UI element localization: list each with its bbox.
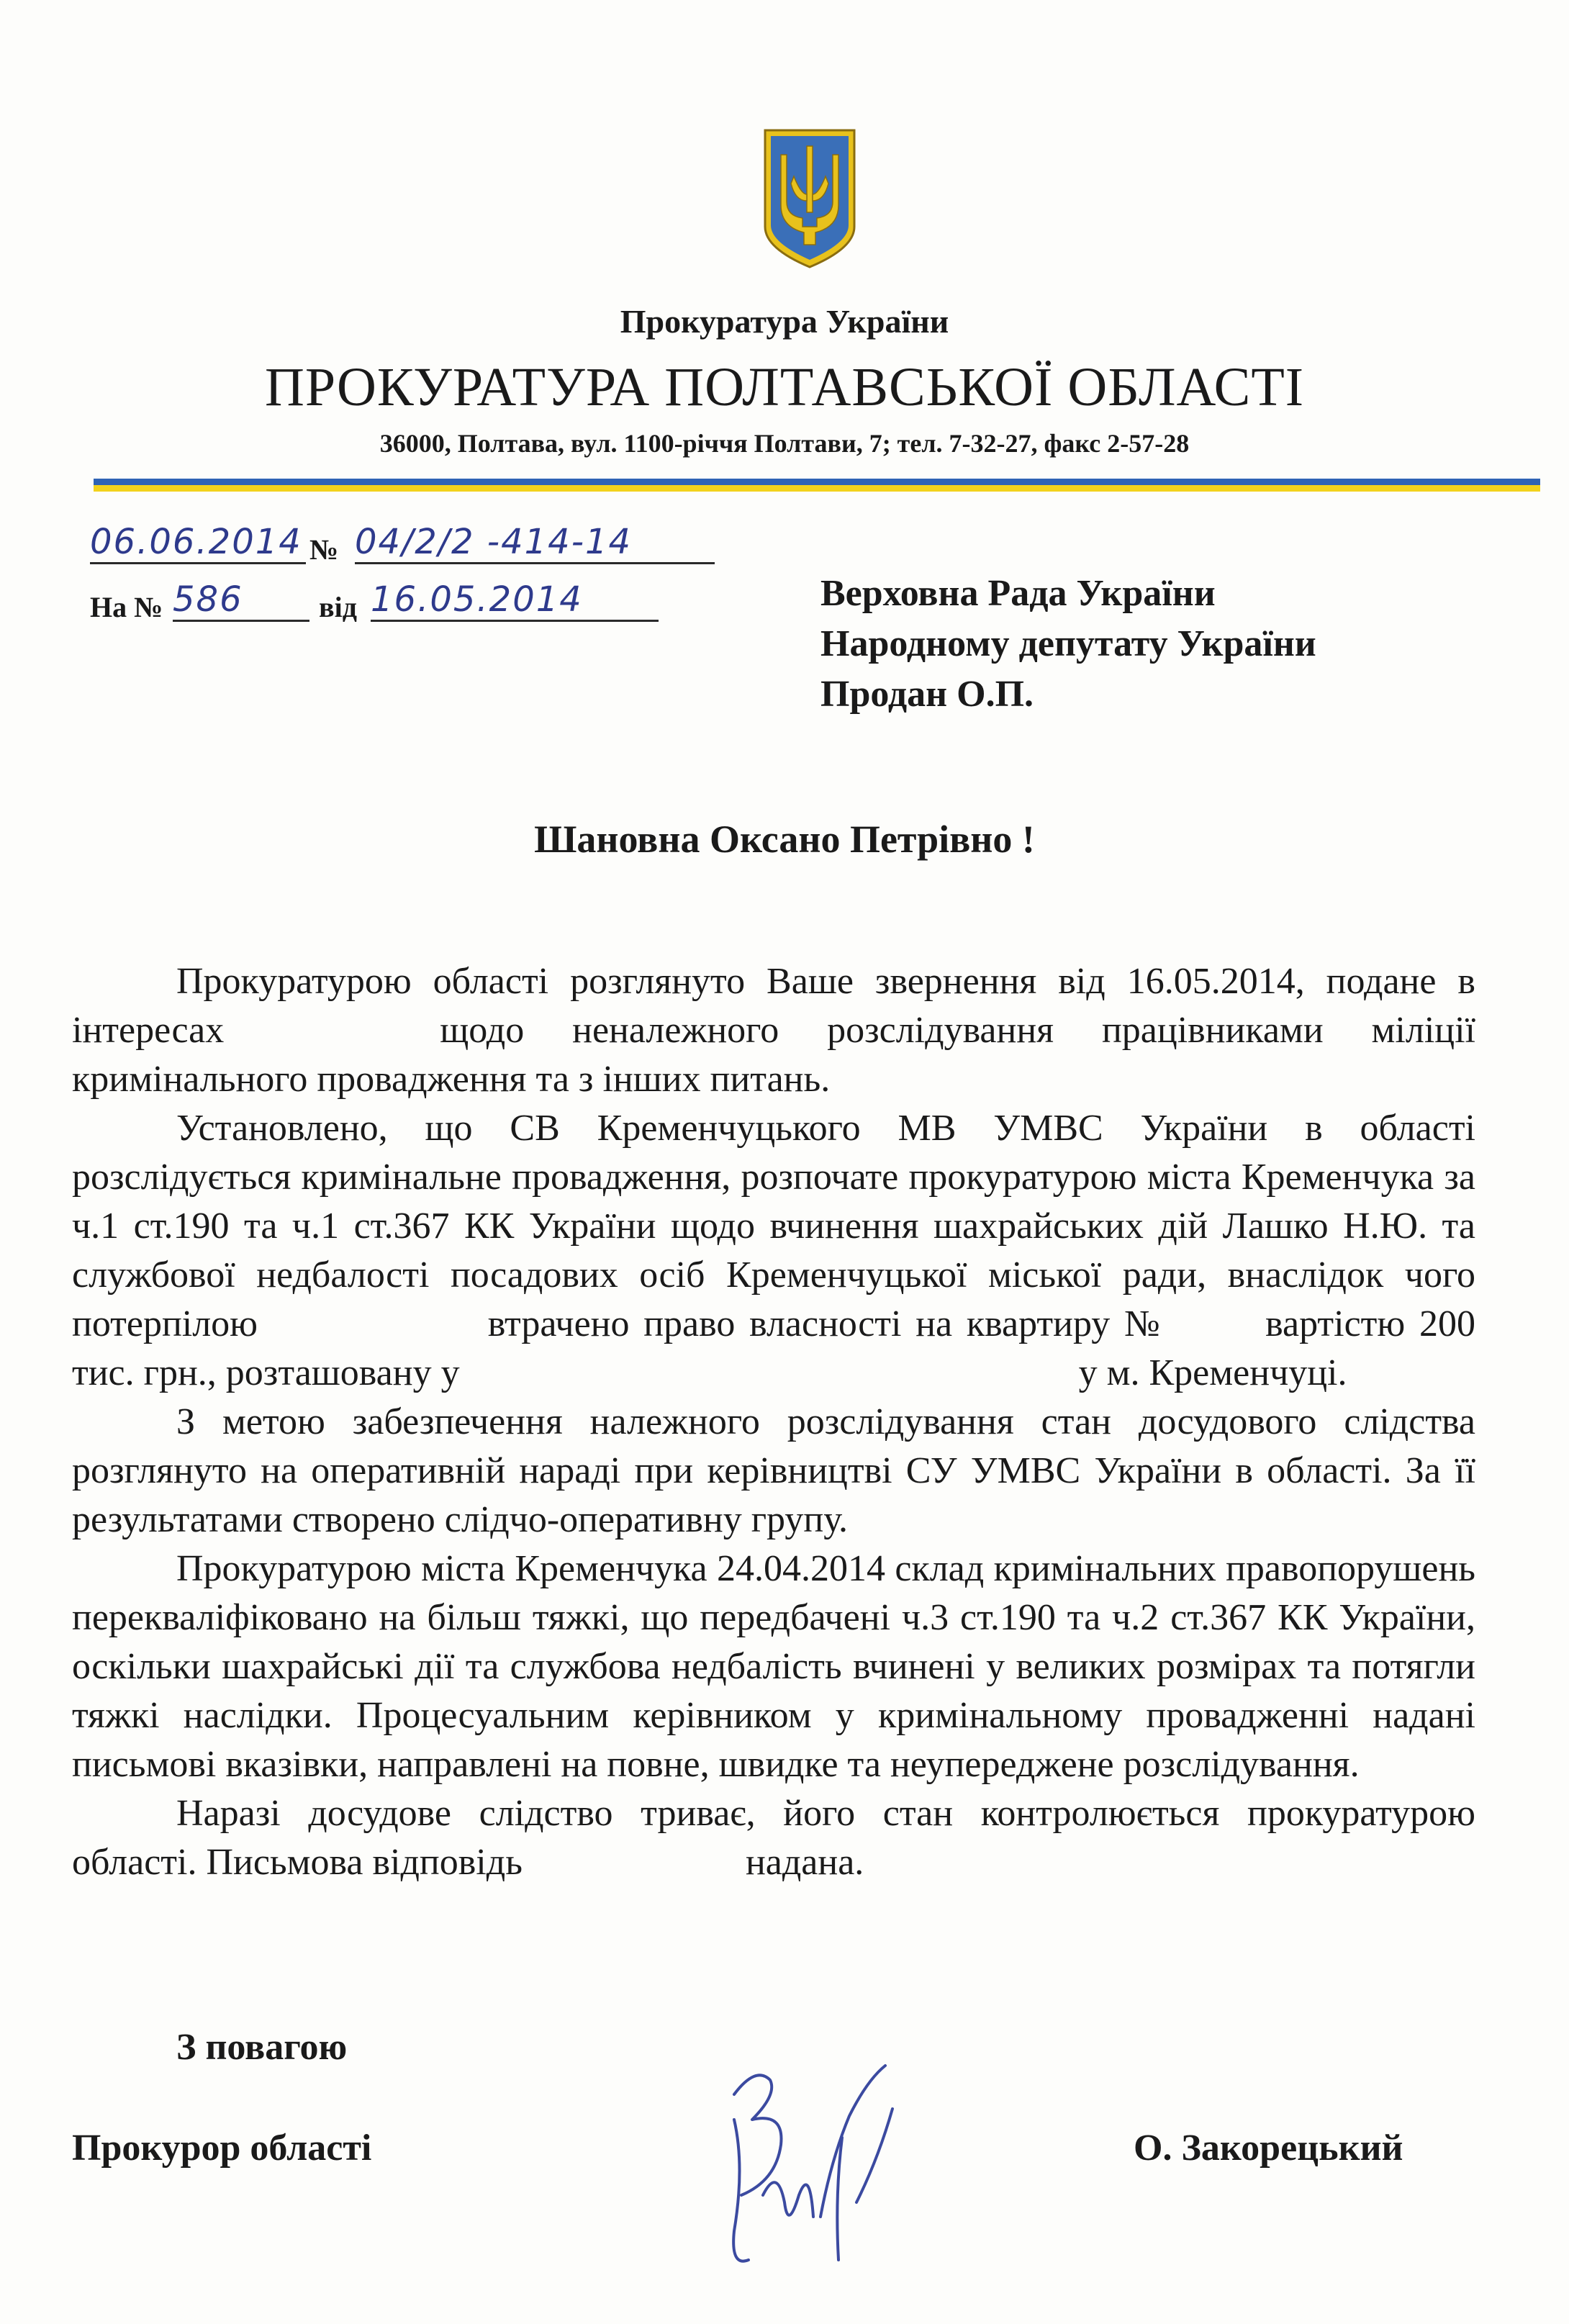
incoming-number: 586 bbox=[173, 579, 309, 622]
incoming-reference bbox=[90, 576, 738, 626]
paragraph-text: Установлено, що СВ Кременчуцького МВ УМВС України в області розслідується кримінальне провадження, розпочате прокуратурою міста Кременчука за ч.1 ст.190 та ч.1 ст.367 КК України щодо вчинення шахрайських дій Лашко Н.Ю. та службової недбалості посадових осіб Кременчуцької міської ради, внаслідок чого потерпілою bbox=[72, 1108, 1475, 1344]
outgoing-date: 06.06.2014 bbox=[90, 522, 306, 564]
addressee-line: Продан О.П. bbox=[820, 674, 1034, 715]
handwritten-signature-icon bbox=[713, 2051, 936, 2289]
outgoing-reference bbox=[90, 518, 738, 569]
paragraph bbox=[72, 1789, 1475, 1887]
paragraph: Прокуратурою міста Кременчука 24.04.2014 склад кримінальних правопорушень перекваліфіковано на більш тяжкі, що передбачені ч.3 ст.190 та ч.2 ст.367 КК України, оскільки шахрайські дії та службова недбалість вчинені у великих розмірах та потягли тяжкі наслідки. Процесуальним керівником у кримінальному провадженні надані письмові вказівки, направлені на повне, швидке та неупереджене розслідування. bbox=[72, 1548, 1475, 1785]
organization-parent: Прокуратура України bbox=[620, 303, 949, 340]
outgoing-number: 04/2/2 -414-14 bbox=[355, 522, 715, 564]
salutation: Шановна Оксано Петрівно ! bbox=[534, 818, 1035, 861]
paragraph-text: щодо неналежного розслідування працівниками міліції кримінального провадження та з інших питань. bbox=[72, 1010, 1475, 1100]
letterhead-flag-rule bbox=[94, 479, 1540, 492]
organization-name: ПРОКУРАТУРА ПОЛТАВСЬКОЇ ОБЛАСТІ bbox=[264, 357, 1305, 417]
signer-name: О. Закорецький bbox=[1134, 2128, 1403, 2169]
incoming-label: На № bbox=[90, 591, 163, 623]
letter-body bbox=[72, 957, 1475, 1887]
addressee-block bbox=[820, 569, 1316, 720]
paragraph-text: втрачено право власності на квартиру № bbox=[487, 1303, 1165, 1344]
addressee-line: Народному депутату України bbox=[820, 623, 1316, 664]
addressee-line: Верховна Рада України bbox=[820, 573, 1216, 614]
organization-address: 36000, Полтава, вул. 1100-річчя Полтави, 7; тел. 7-32-27, факс 2-57-28 bbox=[379, 429, 1190, 458]
signer-title: Прокурор області bbox=[72, 2128, 372, 2169]
paragraph-text: у м. Кременчуці. bbox=[1078, 1352, 1347, 1393]
paragraph bbox=[72, 1104, 1475, 1398]
from-label: від bbox=[319, 591, 357, 623]
paragraph-text: Прокуратурою області розглянуто Ваше звернення від 16.05.2014, подане в інтересах bbox=[72, 961, 1475, 1051]
paragraph-text: надана. bbox=[745, 1842, 864, 1883]
paragraph bbox=[72, 957, 1475, 1104]
incoming-date: 16.05.2014 bbox=[371, 579, 659, 622]
number-label: № bbox=[309, 533, 339, 566]
paragraph-text: вартістю 200 тис. грн., розташовану у bbox=[72, 1303, 1476, 1393]
closing-regards: З повагою bbox=[176, 2027, 348, 2068]
paragraph: З метою забезпечення належного розслідування стан досудового слідства розглянуто на оперативній нараді при керівництві СУ УМВС України в області. За її результатами створено слідчо-оперативну групу. bbox=[72, 1401, 1475, 1540]
ukraine-trident-coat-of-arms-icon bbox=[759, 126, 860, 270]
paragraph-text: Наразі досудове слідство триває, його стан контролюється прокуратурою області. Письмова відповідь bbox=[72, 1793, 1475, 1883]
